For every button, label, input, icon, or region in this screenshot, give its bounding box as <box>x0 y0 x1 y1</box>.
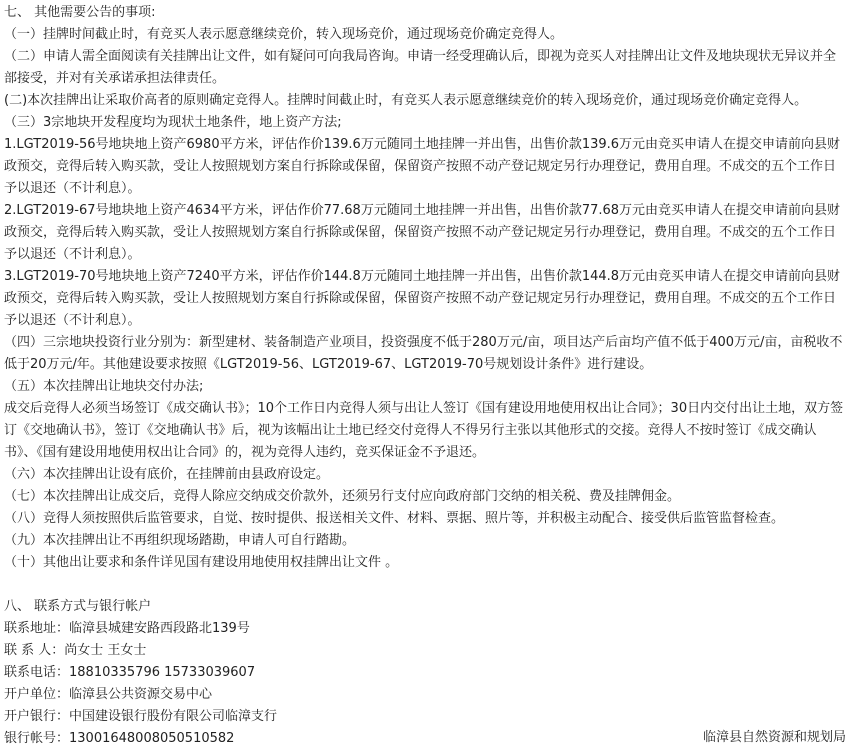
item-4-investment-industry: （四）三宗地块投资行业分别为：新型建材、装备制造产业项目，投资强度不低于280万元/亩，项目达产后亩均产值不低于400万元/亩，亩税收不低于20万元/年。其他建设要求按照《LGT2019-56、LGT2019-67、LGT2019-70号规划设计条件》进行建设。 <box>4 335 843 372</box>
item-7-taxes-fees: （七）本次挂牌出让成交后，竞得人除应交纳成交价款外，还须另行支付应向政府部门交纳的相关税、费及挂牌佣金。 <box>4 489 681 504</box>
item-5-delivery-method: （五）本次挂牌出让地块交付办法; <box>4 379 204 394</box>
account-number: 银行帐号：13001648008050510582 <box>4 731 235 746</box>
item-8-supervision: （八）竞得人须按照供后监管要求，自觉、按时提供、报送相关文件、材料、票据、照片等，并积极主动配合、接受供后监管监督检查。 <box>4 511 785 526</box>
item-5-delivery-details: 成交后竞得人必须当场签订《成交确认书》；10个工作日内竞得人须与出让人签订《国有建设用地使用权出让合同》；30日内交付出让土地，双方签订《交地确认书》，签订《交地确认书》后，视为该幅出让土地已经交付竞得人不得另行主张以其他形式的交接。竞得人不按时签订《成交确认书》、《国有建设用地使用权出让合同》的，视为竞得人违约，竞买保证金不予退还。 <box>4 401 844 460</box>
item-3-development-status: （三）3宗地块开发程度均为现状土地条件，地上资产方法; <box>4 115 342 130</box>
section-8-heading: 八、 联系方式与银行帐户 <box>4 599 152 614</box>
announcement-document <box>4 2 846 750</box>
item-3-parcel-67: 2.LGT2019-67号地块地上资产4634平方米，评估作价77.68万元随同土地挂牌一并出售，出售价款77.68万元由竞买申请人在提交申请前向县财政预交，竞得后转入购买款，受让人按照规划方案自行拆除或保留，保留资产按照不动产登记规定另行办理登记，费用自理。不成交的五个工作日予以退还（不计利息）。 <box>4 203 841 262</box>
section-spacer <box>4 574 846 596</box>
item-10-other-requirements: （十）其他出让要求和条件详见国有建设用地使用权挂牌出让文件 。 <box>4 555 399 570</box>
item-1-bidding-deadline: （一）挂牌时间截止时，有竞买人表示愿意继续竞价，转入现场竞价，通过现场竞价确定竞得人。 <box>4 27 564 42</box>
item-3-parcel-56: 1.LGT2019-56号地块地上资产6980平方米，评估作价139.6万元随同土地挂牌一并出售，出售价款139.6万元由竞买申请人在提交申请前向县财政预交，竞得后转入购买款，受让人按照规划方案自行拆除或保留，保留资产按照不动产登记规定另行办理登记，费用自理。不成交的五个工作日予以退还（不计利息）。 <box>4 137 841 196</box>
bank-name: 开户银行：中国建设银行股份有限公司临漳支行 <box>4 709 278 724</box>
contact-person: 联 系 人：尚女士 王女士 <box>4 643 147 658</box>
item-9-site-survey: （九）本次挂牌出让不再组织现场踏勘，申请人可自行踏勘。 <box>4 533 356 548</box>
contact-phone: 联系电话：18810335796 15733039607 <box>4 665 256 680</box>
contact-address: 联系地址：临漳县城建安路西段路北139号 <box>4 621 250 636</box>
issuer-signature: 临漳县自然资源和规划局 <box>702 730 846 745</box>
item-2-read-documents: （二）申请人需全面阅读有关挂牌出让文件，如有疑问可向我局咨询。申请一经受理确认后，即视为竞买人对挂牌出让文件及地块现状无异议并全部接受，并对有关承诺承担法律责任。 <box>4 49 837 86</box>
section-7-heading: 七、 其他需要公告的事项: <box>4 5 156 20</box>
item-6-reserve-price: （六）本次挂牌出让设有底价，在挂牌前由县政府设定。 <box>4 467 330 482</box>
account-unit: 开户单位：临漳县公共资源交易中心 <box>4 687 213 702</box>
item-2b-highest-price-rule: (二)本次挂牌出让采取价高者的原则确定竞得人。挂牌时间截止时，有竞买人表示愿意继续竞价的转入现场竞价，通过现场竞价确定竞得人。 <box>4 93 808 108</box>
item-3-parcel-70: 3.LGT2019-70号地块地上资产7240平方米，评估作价144.8万元随同土地挂牌一并出售，出售价款144.8万元由竞买申请人在提交申请前向县财政预交，竞得后转入购买款，受让人按照规划方案自行拆除或保留，保留资产按照不动产登记规定另行办理登记，费用自理。不成交的五个工作日予以退还（不计利息）。 <box>4 269 841 328</box>
